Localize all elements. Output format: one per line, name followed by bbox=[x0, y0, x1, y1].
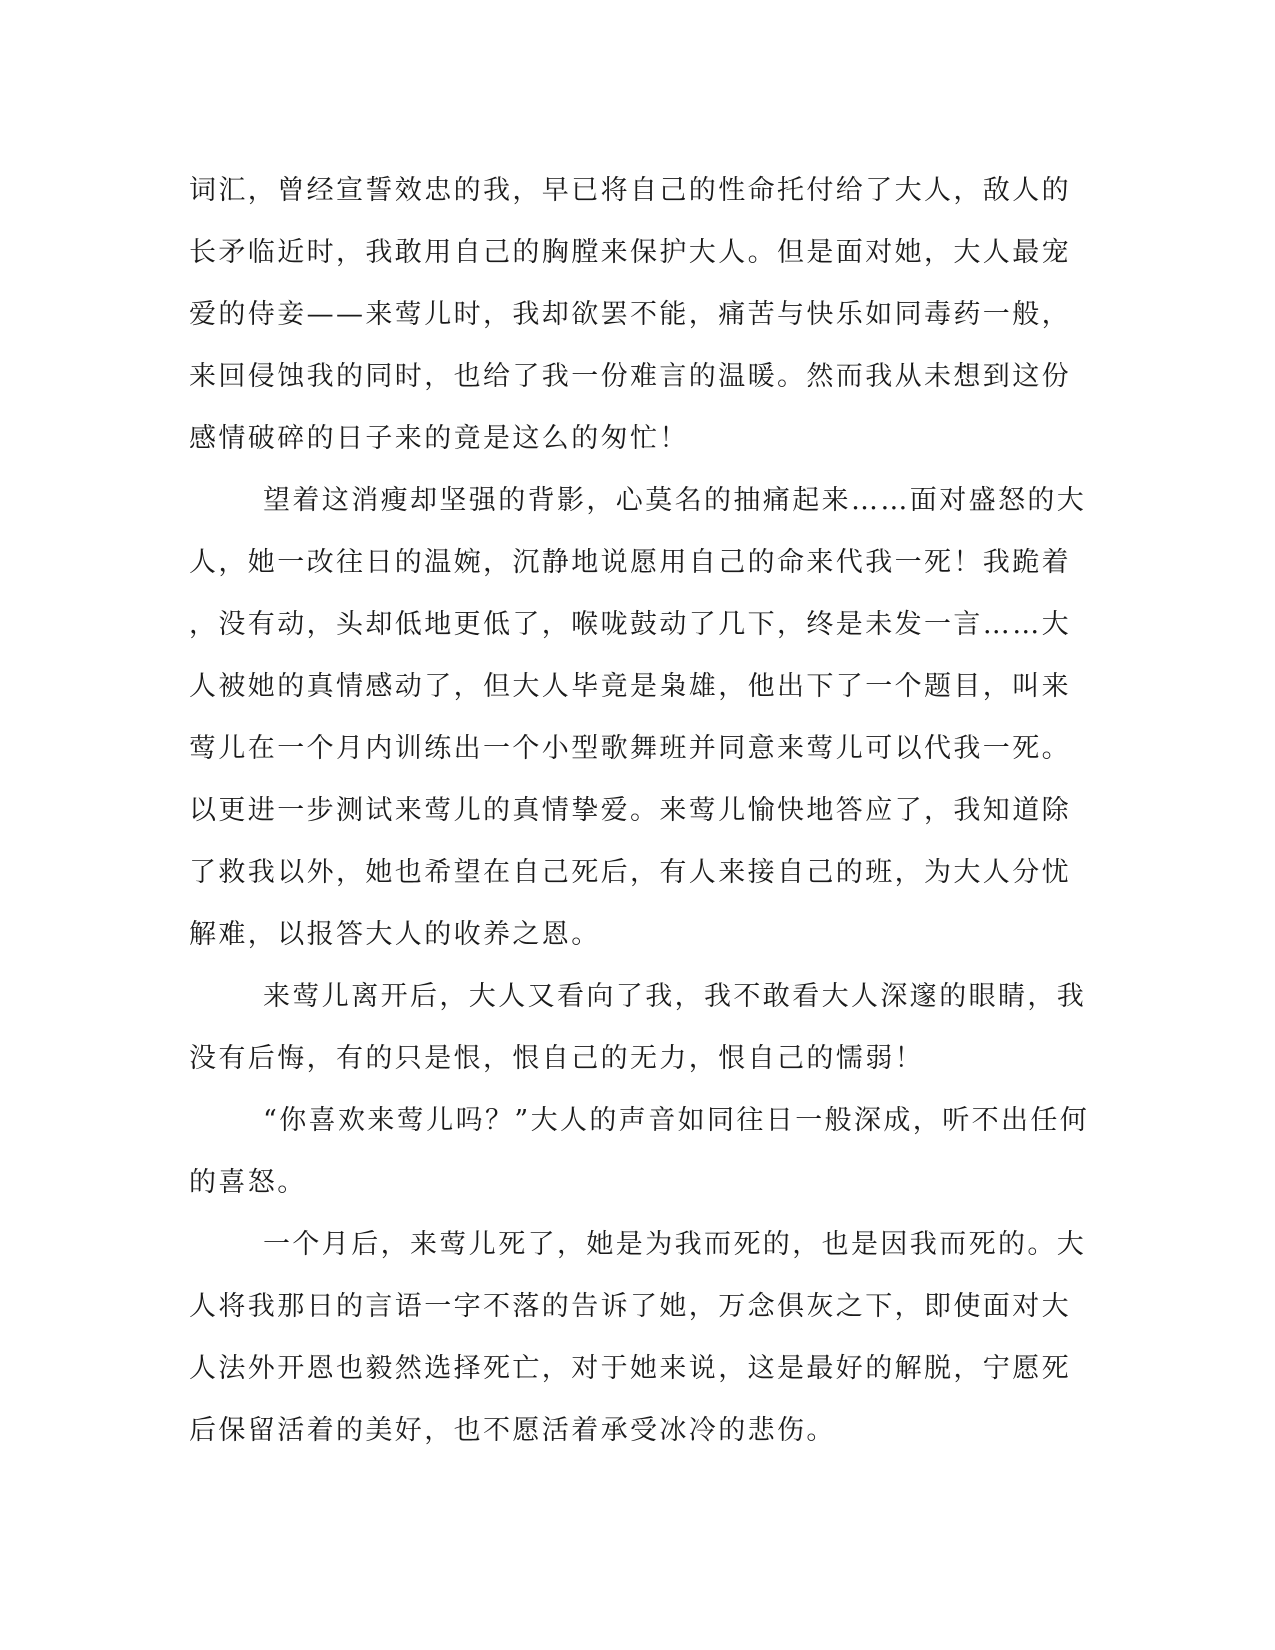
text-line: 来回侵蚀我的同时，也给了我一份难言的温暖。然而我从未想到这份 bbox=[189, 361, 1071, 392]
text-line: 了救我以外，她也希望在自己死后，有人来接自己的班，为大人分忧 bbox=[189, 857, 1071, 888]
text-line: 长矛临近时，我敢用自己的胸膛来保护大人。但是面对她，大人最宠 bbox=[189, 237, 1071, 268]
text-line: 后保留活着的美好，也不愿活着承受冰冷的悲伤。 bbox=[189, 1415, 836, 1446]
text-line: 爱的侍妾——来莺儿时，我却欲罢不能，痛苦与快乐如同毒药一般， bbox=[189, 299, 1071, 330]
text-line: 人将我那日的言语一字不落的告诉了她，万念俱灰之下，即使面对大 bbox=[189, 1291, 1071, 1322]
text-line: 以更进一步测试来莺儿的真情挚爱。来莺儿愉快地答应了，我知道除 bbox=[189, 795, 1071, 826]
paragraph-first-line: 来莺儿离开后，大人又看向了我，我不敢看大人深邃的眼睛，我 bbox=[263, 981, 1087, 1012]
text-line: 没有后悔，有的只是恨，恨自己的无力，恨自己的懦弱！ bbox=[189, 1043, 924, 1074]
text-line: 解难，以报答大人的收养之恩。 bbox=[189, 919, 601, 950]
text-line: ，没有动，头却低地更低了，喉咙鼓动了几下，终是未发一言……大 bbox=[189, 609, 1071, 640]
body-text bbox=[189, 160, 1090, 1462]
text-line: 的喜怒。 bbox=[189, 1167, 307, 1198]
text-line: 感情破碎的日子来的竟是这么的匆忙！ bbox=[189, 423, 689, 454]
paragraph-first-line: 望着这消瘦却坚强的背影，心莫名的抽痛起来……面对盛怒的大 bbox=[263, 485, 1087, 516]
text-line: 人被她的真情感动了，但大人毕竟是枭雄，他出下了一个题目，叫来 bbox=[189, 671, 1071, 702]
paragraph-first-line: “你喜欢来莺儿吗？”大人的声音如同往日一般深成，听不出任何 bbox=[263, 1105, 1090, 1136]
text-line: 人，她一改往日的温婉，沉静地说愿用自己的命来代我一死！我跪着 bbox=[189, 547, 1071, 578]
text-line: 人法外开恩也毅然选择死亡，对于她来说，这是最好的解脱，宁愿死 bbox=[189, 1353, 1071, 1384]
text-line: 莺儿在一个月内训练出一个小型歌舞班并同意来莺儿可以代我一死。 bbox=[189, 733, 1071, 764]
text-line: 词汇，曾经宣誓效忠的我，早已将自己的性命托付给了大人，敌人的 bbox=[189, 175, 1071, 206]
paragraph-first-line: 一个月后，来莺儿死了，她是为我而死的，也是因我而死的。大 bbox=[263, 1229, 1087, 1260]
